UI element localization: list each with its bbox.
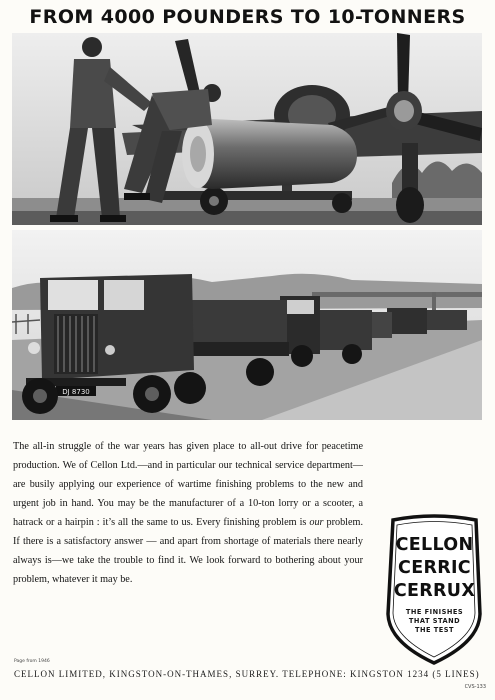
body-text-emphasis: our <box>309 517 324 528</box>
photo-lorry-convoy-drawing <box>12 230 482 420</box>
headline: FROM 4000 POUNDERS TO 10-TONNERS <box>29 6 466 28</box>
shield-text <box>383 534 486 635</box>
ad-code: CVS-133 <box>464 684 486 690</box>
brand-cerrux: CERRUX <box>393 581 476 601</box>
body-text-part-1: The all-in struggle of the war years has given place to all-out drive for peacetime production. We of Cellon Ltd.—and in particular our technical service department—are busily applying our experience of wartime finishing problems to the new and urgent job in hand. You may be the manufacturer of a 10-ton lorry or a scooter, a hatrack or a hairpin : it’s all the same to us. Every finishing problem is <box>13 441 363 528</box>
photo-aircraft-bomb-loading-drawing <box>12 33 482 225</box>
page-source-note: Page from 1946 <box>14 659 50 664</box>
brand-shield <box>383 514 486 666</box>
body-copy <box>13 437 363 589</box>
registration-plate: DJ 8730 <box>62 388 90 396</box>
photo-aircraft-bomb-loading <box>12 33 482 225</box>
photo-lorry-convoy <box>12 230 482 420</box>
shield-tagline <box>383 608 486 635</box>
body-text-part-2: problem. If there is a satisfactory answer — and apart from shortage of materials there nearly always is—we take the trouble to find it. We look forward to bothering about your problem, whatever it may be. <box>13 517 364 585</box>
footer-address: CELLON LIMITED, KINGSTON-ON-THAMES, SURREY. TELEPHONE: KINGSTON 1234 (5 LINES) <box>14 669 480 679</box>
tagline-text: THE FINISHES THAT STAND THE TEST <box>405 608 464 634</box>
brand-cellon: CELLON <box>395 535 474 555</box>
brand-cerric: CERRIC <box>398 558 471 578</box>
